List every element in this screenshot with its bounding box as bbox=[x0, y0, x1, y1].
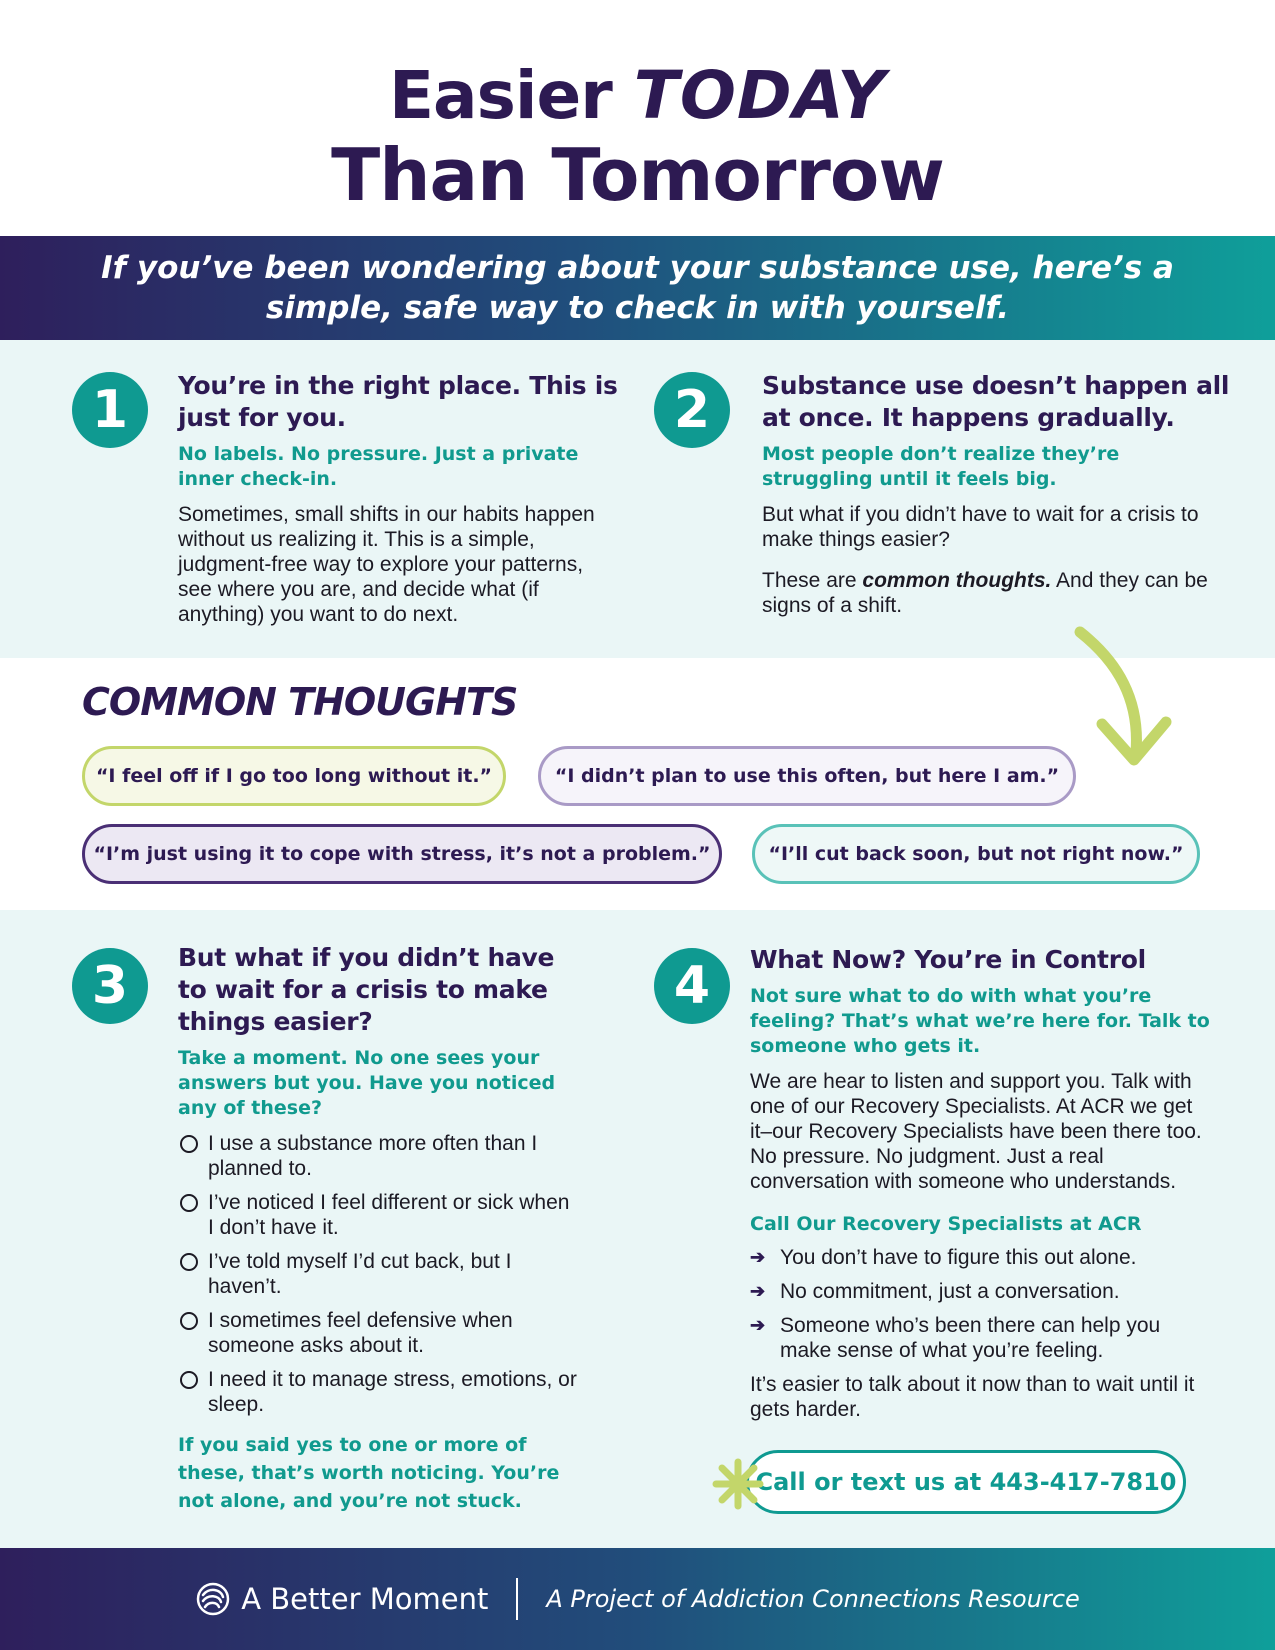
checklist-item[interactable]: I need it to manage stress, emotions, or sleep. bbox=[178, 1367, 578, 1417]
thought-pill-4: “I’ll cut back soon, but not right now.” bbox=[752, 824, 1200, 884]
section-3-heading: But what if you didn’t have to wait for a crisis to make things easier? bbox=[178, 943, 555, 1036]
checklist-item[interactable]: I use a substance more often than I planned to. bbox=[178, 1131, 578, 1181]
swirl-logo-icon bbox=[195, 1581, 231, 1617]
thought-pill-2: “I didn’t plan to use this often, but here I am.” bbox=[538, 746, 1076, 806]
arrow-right-icon: ➔ bbox=[750, 1247, 766, 1267]
title-highlight: TODAY bbox=[633, 57, 887, 134]
section-1-subheading: No labels. No pressure. Just a private inner check-in. bbox=[178, 443, 579, 490]
section-3-footer: If you said yes to one or more of these, that’s worth noticing. You’re not alone, and you’re not stuck. bbox=[178, 1434, 560, 1512]
section-2-body: But what if you didn’t have to wait for a crisis to make things easier? bbox=[762, 503, 1199, 551]
title-line2: Than Tomorrow bbox=[331, 133, 944, 217]
section-4-subheading: Not sure what to do with what you’re feeling? That’s what we’re here for. Talk to someone who gets it. bbox=[750, 985, 1210, 1057]
common-thoughts-emphasis: common thoughts. bbox=[862, 569, 1052, 592]
support-bullets bbox=[750, 1245, 1210, 1363]
section-1-heading: You’re in the right place. This is just for you. bbox=[178, 371, 618, 432]
section-2-heading: Substance use doesn’t happen all at once. It happens gradually. bbox=[762, 371, 1230, 432]
section-4-body: We are hear to listen and support you. Talk with one of our Recovery Specialists. At ACR we get it–our Recovery Specialists have been there too. No pressure. No judgment. Just a real conversation with someone who understands. bbox=[750, 1070, 1202, 1193]
section-3-number: 3 bbox=[72, 948, 148, 1024]
section-2-subheading: Most people don’t realize they’re struggling until it feels big. bbox=[762, 443, 1120, 490]
circle-checkbox-icon[interactable] bbox=[180, 1135, 198, 1153]
common-thoughts-title: COMMON THOUGHTS bbox=[82, 680, 518, 724]
cta-title: Call Our Recovery Specialists at ACR bbox=[750, 1213, 1142, 1235]
page-title bbox=[0, 58, 1275, 216]
list-item: ➔ No commitment, just a conversation. bbox=[750, 1280, 1120, 1303]
brand-logo bbox=[195, 1581, 488, 1617]
section-4-outro: It’s easier to talk about it now than to wait until it gets harder. bbox=[750, 1373, 1195, 1421]
title-part1: Easier bbox=[388, 57, 634, 134]
circle-checkbox-icon[interactable] bbox=[180, 1194, 198, 1212]
section-3-subheading: Take a moment. No one sees your answers but you. Have you noticed any of these? bbox=[178, 1047, 556, 1119]
section-1-body: Sometimes, small shifts in our habits happen without us realizing it. This is a simple, judgment-free way to explore your patterns, see where you are, and decide what (if anything) you want to do next. bbox=[178, 503, 595, 626]
section-2-body2: These are common thoughts. And they can be signs of a shift. bbox=[762, 569, 1208, 617]
checklist-item[interactable]: I’ve noticed I feel different or sick when I don’t have it. bbox=[178, 1190, 578, 1240]
section-3 bbox=[178, 942, 578, 1515]
footer-divider bbox=[516, 1578, 518, 1620]
call-or-text-button[interactable]: Call or text us at 443-417-7810 bbox=[746, 1450, 1186, 1514]
list-item: ➔ Someone who’s been there can help you make sense of what you’re feeling. bbox=[750, 1314, 1161, 1362]
section-4-heading: What Now? You’re in Control bbox=[750, 945, 1146, 974]
circle-checkbox-icon[interactable] bbox=[180, 1253, 198, 1271]
section-4-number: 4 bbox=[654, 948, 730, 1024]
banner-text: If you’ve been wondering about your substance use, here’s a simple, safe way to check in with yourself. bbox=[101, 250, 1174, 326]
thought-pill-3: “I’m just using it to cope with stress, it’s not a problem.” bbox=[82, 824, 722, 884]
curved-arrow-down-icon bbox=[1070, 624, 1180, 774]
section-4 bbox=[750, 944, 1210, 1422]
intro-banner bbox=[0, 236, 1275, 340]
checklist-item[interactable]: I’ve told myself I’d cut back, but I haven’t. bbox=[178, 1249, 578, 1299]
footer bbox=[0, 1548, 1275, 1650]
checklist-item[interactable]: I sometimes feel defensive when someone asks about it. bbox=[178, 1308, 578, 1358]
self-check-list bbox=[178, 1131, 578, 1417]
section-2 bbox=[762, 370, 1230, 618]
arrow-right-icon: ➔ bbox=[750, 1281, 766, 1301]
asterisk-spark-icon bbox=[712, 1458, 764, 1510]
section-1 bbox=[178, 370, 618, 627]
section-1-number: 1 bbox=[72, 372, 148, 448]
brand-name: A Better Moment bbox=[241, 1582, 489, 1616]
list-item: ➔ You don’t have to figure this out alone. bbox=[750, 1246, 1137, 1269]
thought-pill-1: “I feel off if I go too long without it.” bbox=[82, 746, 506, 806]
arrow-right-icon: ➔ bbox=[750, 1315, 766, 1335]
circle-checkbox-icon[interactable] bbox=[180, 1312, 198, 1330]
section-2-number: 2 bbox=[654, 372, 730, 448]
circle-checkbox-icon[interactable] bbox=[180, 1371, 198, 1389]
footer-tagline: A Project of Addiction Connections Resource bbox=[546, 1585, 1080, 1613]
